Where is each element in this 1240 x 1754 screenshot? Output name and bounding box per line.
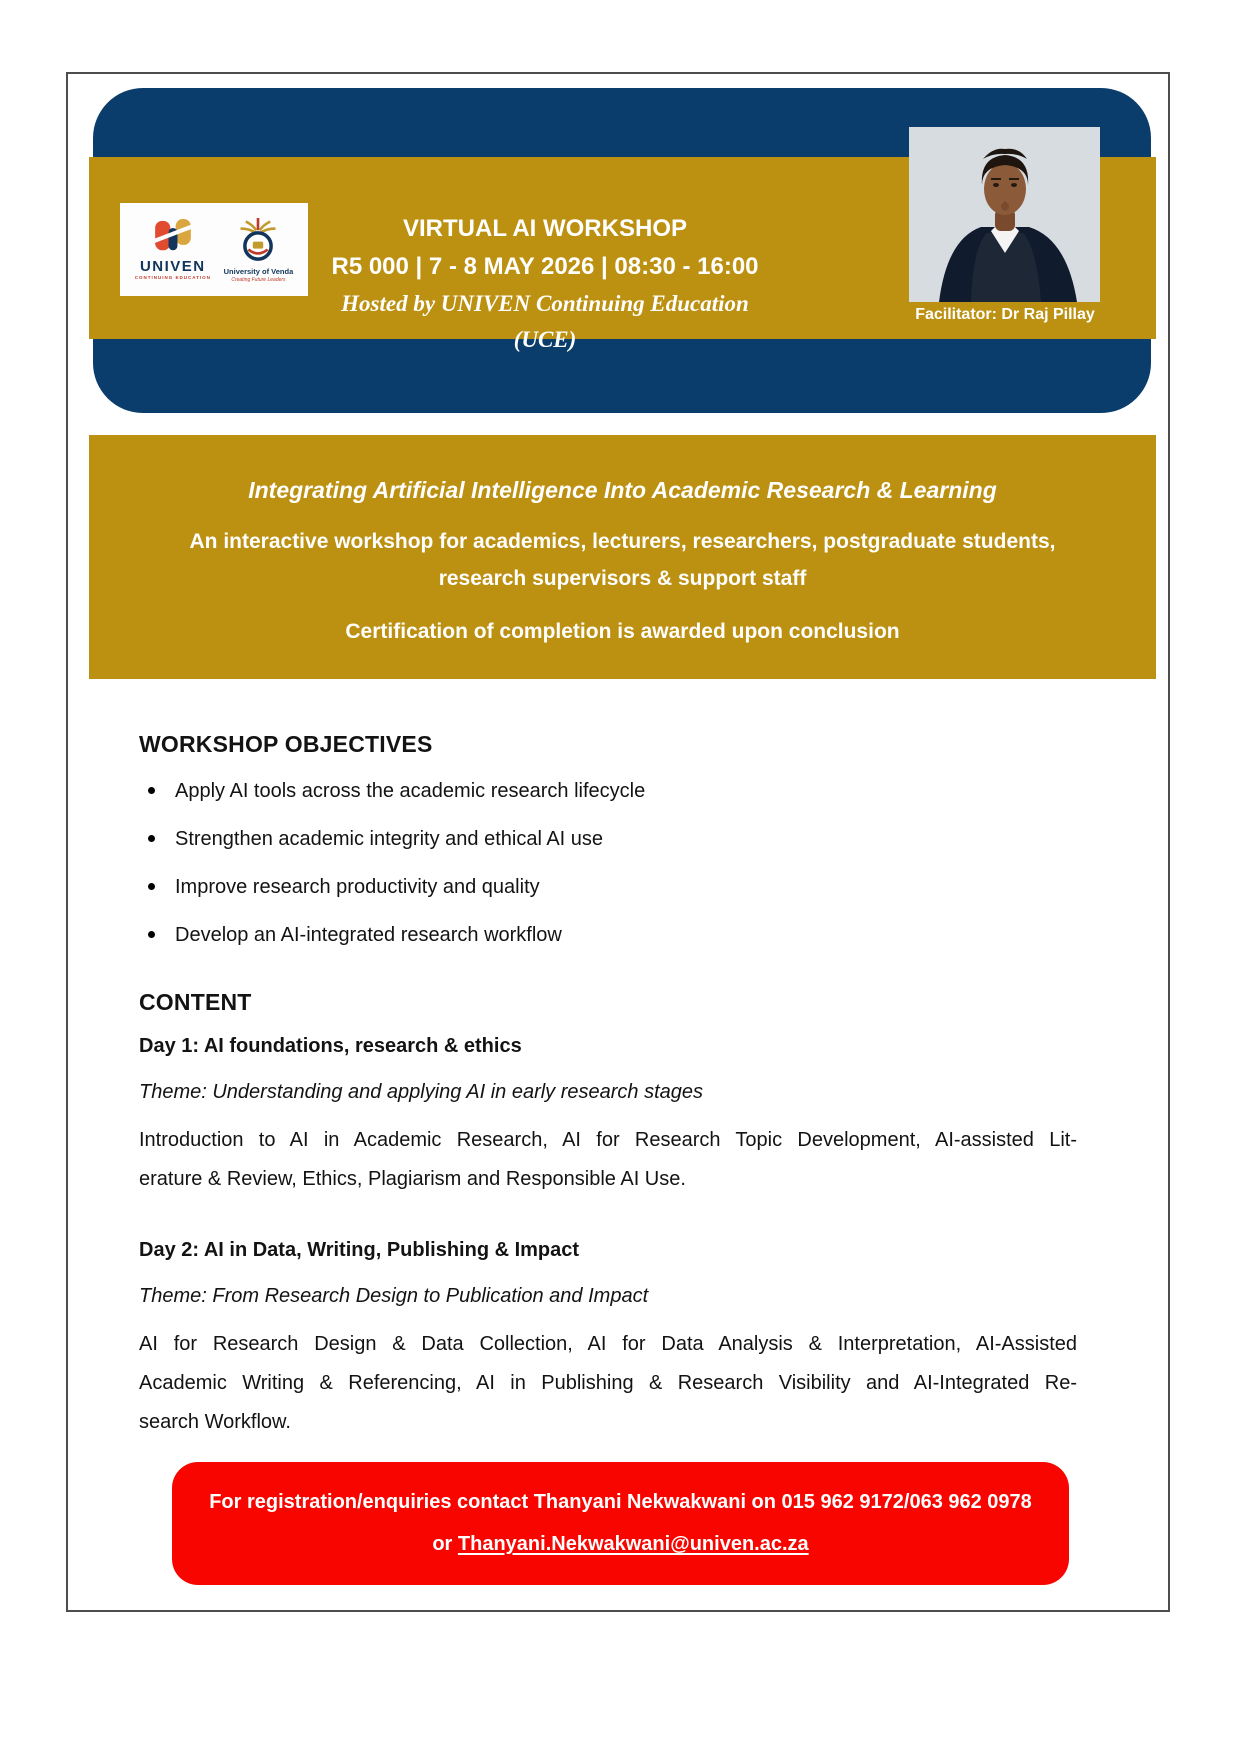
day1-body-line2: erature & Review, Ethics, Plagiarism and Responsible AI Use. <box>139 1168 686 1190</box>
body-copy <box>139 729 1077 1442</box>
hosted-by-line: Hosted by UNIVEN Continuing Education (UCE) <box>341 291 749 352</box>
workshop-title: VIRTUAL AI WORKSHOP <box>402 215 687 242</box>
day1-theme: Theme: Understanding and applying AI in early research stages <box>139 1081 704 1103</box>
objective-text: Improve research productivity and quality <box>175 876 540 898</box>
venda-logo <box>224 216 294 283</box>
univen-wordmark: UNIVEN <box>139 257 206 275</box>
facilitator-caption: Facilitator: Dr Raj Pillay <box>915 306 1095 323</box>
banner-title: Integrating Artificial Intelligence Into Academic Research & Learning <box>248 477 997 503</box>
objective-item <box>139 923 1077 947</box>
day2-theme: Theme: From Research Design to Publication and Impact <box>139 1285 649 1307</box>
header-text-block <box>330 210 760 358</box>
objectives-heading: WORKSHOP OBJECTIVES <box>139 731 433 757</box>
univen-logo-icon <box>148 219 198 257</box>
day1-body-line1: Introduction to AI in Academic Research, AI for Research Topic Development, AI-assisted Lit- <box>139 1129 1077 1151</box>
day2-body-line2: Academic Writing & Referencing, AI in Publishing & Research Visibility and AI-Integrated Re- <box>139 1372 1077 1394</box>
workshop-price-date-time: R5 000 | 7 - 8 MAY 2026 | 08:30 - 16:00 <box>331 253 759 280</box>
contact-line2 <box>172 1531 1069 1558</box>
univen-logo <box>135 219 211 281</box>
title-banner <box>89 435 1156 679</box>
contact-line2-prefix: or <box>432 1533 458 1555</box>
banner-audience <box>89 523 1156 597</box>
content-heading: CONTENT <box>139 989 252 1015</box>
venda-crest-icon <box>237 216 279 266</box>
banner-certification: Certification of completion is awarded upon conclusion <box>345 620 900 643</box>
bullet-dot-icon <box>148 883 155 890</box>
day2-title: Day 2: AI in Data, Writing, Publishing & Impact <box>139 1239 580 1261</box>
objective-text: Strengthen academic integrity and ethical AI use <box>175 828 604 850</box>
day2-body-line1: AI for Research Design & Data Collection, AI for Data Analysis & Interpretation, AI-Assisted <box>139 1333 1077 1355</box>
logo-panel <box>120 203 308 296</box>
objective-text: Apply AI tools across the academic research lifecycle <box>175 780 646 802</box>
banner-audience-line2: research supervisors & support staff <box>438 567 807 590</box>
objective-item <box>139 779 1077 803</box>
banner-audience-line1: An interactive workshop for academics, lecturers, researchers, postgraduate students, <box>189 530 1056 553</box>
bullet-dot-icon <box>148 787 155 794</box>
contact-box <box>172 1462 1069 1585</box>
contact-line1: For registration/enquiries contact Thanyani Nekwakwani on 015 962 9172/063 962 0978 <box>209 1491 1032 1513</box>
venda-logo-slogan: Creating Future Leaders <box>231 276 286 283</box>
day2-body <box>139 1325 1077 1442</box>
day2-body-line3: search Workflow. <box>139 1411 291 1433</box>
bullet-dot-icon <box>148 931 155 938</box>
day1-body <box>139 1121 1077 1199</box>
contact-email-link[interactable]: Thanyani.Nekwakwani@univen.ac.za <box>457 1533 809 1555</box>
facilitator-photo <box>909 127 1100 302</box>
bullet-dot-icon <box>148 835 155 842</box>
objective-text: Develop an AI-integrated research workflow <box>175 924 562 946</box>
objectives-list <box>139 779 1077 947</box>
univen-subtitle: CONTINUING EDUCATION <box>134 274 211 280</box>
day1-title: Day 1: AI foundations, research & ethics <box>139 1035 522 1057</box>
venda-logo-name: University of Venda <box>223 267 294 277</box>
objective-item <box>139 827 1077 851</box>
objective-item <box>139 875 1077 899</box>
